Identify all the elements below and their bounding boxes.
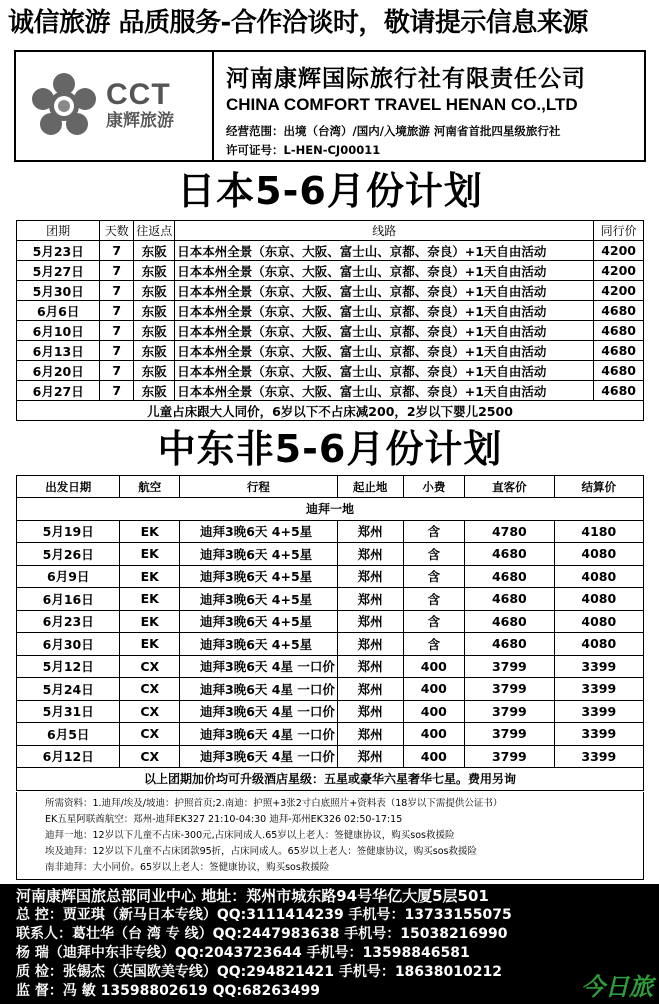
row-date: 6月12日 <box>17 745 120 768</box>
hotel-upgrade-note: 以上团期加价均可升级酒店星级：五星或豪华六星奢华七星。费用另询 <box>17 768 644 791</box>
header-retail-price: 直客价 <box>465 476 554 498</box>
row-itinerary: 迪拜3晚6天 4+5星 <box>180 520 338 543</box>
row-route: 日本本州全景（东京、大阪、富士山、京都、奈良）+1天自由活动 <box>175 301 594 321</box>
row-tip: 400 <box>403 745 465 768</box>
row-hub: 东阪 <box>134 321 175 341</box>
row-retail-price: 3799 <box>465 700 554 723</box>
table-row <box>17 588 644 611</box>
travel-notes <box>16 792 644 880</box>
south-africa-dubai-policy-note: 南非迪拜：大小同价。65岁以上老人：签健康协议，购买sos救援险 <box>45 862 330 873</box>
contact-line: 杨 瑞（迪拜中东非专线）QQ:2043723644 手机号：13598846581 <box>16 945 470 961</box>
row-date: 5月23日 <box>17 241 100 261</box>
company-name-cn: 河南康辉国际旅行社有限责任公司 <box>226 66 586 92</box>
row-net-price: 4080 <box>554 543 643 566</box>
table-row <box>17 321 644 341</box>
header-price: 同行价 <box>594 221 644 241</box>
row-origin: 郑州 <box>337 633 403 656</box>
table-row <box>17 520 644 543</box>
business-scope: 经营范围：出境（台湾）/国内/入境旅游 河南省首批四星级旅行社 <box>226 124 561 138</box>
table-row <box>17 341 644 361</box>
row-itinerary: 迪拜3晚6天 4星 一口价 <box>180 700 338 723</box>
row-days: 7 <box>100 341 134 361</box>
row-itinerary: 迪拜3晚6天 4星 一口价 <box>180 655 338 678</box>
header-net-price: 结算价 <box>554 476 643 498</box>
header-date: 团期 <box>17 221 100 241</box>
dubai-only-subheader: 迪拜一地 <box>17 498 644 521</box>
table-row <box>17 301 644 321</box>
row-hub: 东阪 <box>134 301 175 321</box>
row-net-price: 3399 <box>554 678 643 701</box>
row-tip: 400 <box>403 678 465 701</box>
watermark-logo: 今日旅 <box>581 973 653 1001</box>
row-origin: 郑州 <box>337 543 403 566</box>
row-itinerary: 迪拜3晚6天 4星 一口价 <box>180 723 338 746</box>
row-tip: 400 <box>403 723 465 746</box>
row-hub: 东阪 <box>134 261 175 281</box>
row-origin: 郑州 <box>337 723 403 746</box>
row-net-price: 4080 <box>554 633 643 656</box>
row-tip: 含 <box>403 610 465 633</box>
row-price: 4680 <box>594 321 644 341</box>
row-days: 7 <box>100 361 134 381</box>
row-tip: 含 <box>403 520 465 543</box>
row-date: 6月27日 <box>17 381 100 401</box>
row-net-price: 4080 <box>554 565 643 588</box>
mideast-schedule-table <box>16 475 644 791</box>
row-retail-price: 4680 <box>465 633 554 656</box>
row-origin: 郑州 <box>337 520 403 543</box>
header-origin: 起止地 <box>337 476 403 498</box>
row-date: 6月9日 <box>17 565 120 588</box>
row-net-price: 4180 <box>554 520 643 543</box>
row-tip: 400 <box>403 655 465 678</box>
mideast-plan-title: 中东非5-6月份计划 <box>157 427 503 471</box>
row-airline: EK <box>120 565 180 588</box>
row-origin: 郑州 <box>337 610 403 633</box>
table-row <box>17 700 644 723</box>
table-row <box>17 745 644 768</box>
row-hub: 东阪 <box>134 281 175 301</box>
row-retail-price: 4680 <box>465 588 554 611</box>
table-row <box>17 281 644 301</box>
row-itinerary: 迪拜3晚6天 4+5星 <box>180 565 338 588</box>
row-hub: 东阪 <box>134 341 175 361</box>
row-route: 日本本州全景（东京、大阪、富士山、京都、奈良）+1天自由活动 <box>175 361 594 381</box>
row-origin: 郑州 <box>337 700 403 723</box>
row-tip: 含 <box>403 565 465 588</box>
row-days: 7 <box>100 321 134 341</box>
row-date: 5月12日 <box>17 655 120 678</box>
row-days: 7 <box>100 281 134 301</box>
row-airline: CX <box>120 700 180 723</box>
row-airline: EK <box>120 543 180 566</box>
table-row <box>17 723 644 746</box>
japan-note-row <box>17 401 644 421</box>
row-route: 日本本州全景（东京、大阪、富士山、京都、奈良）+1天自由活动 <box>175 341 594 361</box>
row-itinerary: 迪拜3晚6天 4星 一口价 <box>180 745 338 768</box>
company-logo <box>16 52 214 160</box>
row-origin: 郑州 <box>337 588 403 611</box>
row-hub: 东阪 <box>134 241 175 261</box>
row-net-price: 4080 <box>554 610 643 633</box>
row-date: 5月27日 <box>17 261 100 281</box>
row-origin: 郑州 <box>337 565 403 588</box>
row-route: 日本本州全景（东京、大阪、富士山、京都、奈良）+1天自由活动 <box>175 381 594 401</box>
row-tip: 含 <box>403 543 465 566</box>
logo-cn-text: 康辉旅游 <box>106 111 174 131</box>
row-tip: 400 <box>403 700 465 723</box>
table-header-row <box>17 476 644 498</box>
contact-headline: 河南康辉国旅总部同业中心 地址：郑州市城东路94号华亿大厦5层501 <box>16 887 489 905</box>
promo-banner: 诚信旅游 品质服务-合作洽谈时，敬请提示信息来源 <box>0 0 659 46</box>
row-retail-price: 4680 <box>465 610 554 633</box>
row-price: 4200 <box>594 241 644 261</box>
row-route: 日本本州全景（东京、大阪、富士山、京都、奈良）+1天自由活动 <box>175 321 594 341</box>
header-itinerary: 行程 <box>180 476 338 498</box>
row-price: 4200 <box>594 261 644 281</box>
row-itinerary: 迪拜3晚6天 4+5星 <box>180 633 338 656</box>
row-net-price: 4080 <box>554 588 643 611</box>
row-days: 7 <box>100 261 134 281</box>
flight-info-note: EK五星阿联酋航空：郑州-迪拜EK327 21:10-04:30 迪拜-郑州EK326 02:50-17:15 <box>45 814 403 825</box>
row-days: 7 <box>100 301 134 321</box>
row-date: 6月6日 <box>17 301 100 321</box>
row-price: 4680 <box>594 381 644 401</box>
table-row <box>17 678 644 701</box>
row-date: 6月10日 <box>17 321 100 341</box>
row-date: 6月30日 <box>17 633 120 656</box>
company-name-en: CHINA COMFORT TRAVEL HENAN CO.,LTD <box>226 95 578 114</box>
contact-line: 联系人：葛壮华（台 湾 专 线）QQ:2447983638 手机号：15038216990 <box>16 926 508 942</box>
flower-logo-icon <box>28 70 100 142</box>
row-tip: 含 <box>403 633 465 656</box>
header-hub: 往返点 <box>134 221 175 241</box>
row-route: 日本本州全景（东京、大阪、富士山、京都、奈良）+1天自由活动 <box>175 241 594 261</box>
row-retail-price: 3799 <box>465 723 554 746</box>
row-date: 6月20日 <box>17 361 100 381</box>
contact-line: 总 控：贾亚琪（新马日本专线）QQ:3111414239 手机号：13733155075 <box>16 907 512 923</box>
row-net-price: 3399 <box>554 745 643 768</box>
row-price: 4200 <box>594 281 644 301</box>
row-origin: 郑州 <box>337 678 403 701</box>
table-row <box>17 241 644 261</box>
row-hub: 东阪 <box>134 381 175 401</box>
japan-schedule-table <box>16 220 644 421</box>
table-row <box>17 633 644 656</box>
contact-line: 监 督：冯 敏 13598802619 QQ:68263499 <box>16 983 320 999</box>
row-date: 5月30日 <box>17 281 100 301</box>
row-price: 4680 <box>594 361 644 381</box>
row-retail-price: 3799 <box>465 655 554 678</box>
row-retail-price: 3799 <box>465 678 554 701</box>
row-tip: 含 <box>403 588 465 611</box>
row-airline: EK <box>120 610 180 633</box>
row-date: 5月24日 <box>17 678 120 701</box>
row-date: 5月31日 <box>17 700 120 723</box>
row-net-price: 3399 <box>554 655 643 678</box>
row-airline: CX <box>120 723 180 746</box>
row-airline: EK <box>120 520 180 543</box>
row-airline: EK <box>120 588 180 611</box>
row-itinerary: 迪拜3晚6天 4+5星 <box>180 543 338 566</box>
row-route: 日本本州全景（东京、大阪、富士山、京都、奈良）+1天自由活动 <box>175 281 594 301</box>
table-row <box>17 543 644 566</box>
table-header-row <box>17 221 644 241</box>
row-retail-price: 4780 <box>465 520 554 543</box>
row-airline: CX <box>120 655 180 678</box>
dubai-policy-note: 迪拜一地：12岁以下儿童不占床-300元,占床同成人.65岁以上老人：签健康协议，购买sos救援险 <box>45 830 455 841</box>
row-origin: 郑州 <box>337 655 403 678</box>
row-origin: 郑州 <box>337 745 403 768</box>
header-days: 天数 <box>100 221 134 241</box>
row-route: 日本本州全景（东京、大阪、富士山、京都、奈良）+1天自由活动 <box>175 261 594 281</box>
row-itinerary: 迪拜3晚6天 4+5星 <box>180 610 338 633</box>
required-docs-note: 所需资料：1.迪拜/埃及/坡迪：护照首页;2.南迪：护照+3张2寸白底照片+资料表（18岁以下需提供公证书） <box>45 798 503 809</box>
header-route: 线路 <box>175 221 594 241</box>
header-depart-date: 出发日期 <box>17 476 120 498</box>
table-row <box>17 381 644 401</box>
row-days: 7 <box>100 241 134 261</box>
row-net-price: 3399 <box>554 723 643 746</box>
table-row <box>17 261 644 281</box>
logo-cct-text: CCT <box>106 78 171 111</box>
row-net-price: 3399 <box>554 700 643 723</box>
row-date: 5月19日 <box>17 520 120 543</box>
subheader-row <box>17 498 644 521</box>
row-retail-price: 4680 <box>465 565 554 588</box>
row-days: 7 <box>100 381 134 401</box>
row-retail-price: 4680 <box>465 543 554 566</box>
row-date: 6月23日 <box>17 610 120 633</box>
row-retail-price: 3799 <box>465 745 554 768</box>
row-date: 6月13日 <box>17 341 100 361</box>
license-number: 许可证号：L-HEN-CJ00011 <box>226 143 381 157</box>
table-row <box>17 655 644 678</box>
table-row <box>17 610 644 633</box>
row-hub: 东阪 <box>134 361 175 381</box>
header-airline: 航空 <box>120 476 180 498</box>
contact-line: 质 检：张锡杰（英国欧美专线）QQ:294821421 手机号：18638010212 <box>16 964 502 980</box>
row-price: 4680 <box>594 341 644 361</box>
row-price: 4680 <box>594 301 644 321</box>
row-date: 6月5日 <box>17 723 120 746</box>
row-airline: CX <box>120 678 180 701</box>
table-row <box>17 565 644 588</box>
row-itinerary: 迪拜3晚6天 4星 一口价 <box>180 678 338 701</box>
japan-plan-title: 日本5-6月份计划 <box>177 169 483 213</box>
japan-child-note: 儿童占床跟大人同价，6岁以下不占床减200，2岁以下婴儿2500 <box>17 401 644 421</box>
header-tip: 小费 <box>403 476 465 498</box>
row-airline: CX <box>120 745 180 768</box>
row-date: 6月16日 <box>17 588 120 611</box>
mideast-note-row <box>17 768 644 791</box>
egypt-dubai-policy-note: 埃及迪拜：12岁以下儿童不占床团款95折，占床同成人。65岁以上老人：签健康协议，购买sos救援险 <box>45 846 477 857</box>
table-row <box>17 361 644 381</box>
company-header <box>14 50 646 162</box>
row-itinerary: 迪拜3晚6天 4+5星 <box>180 588 338 611</box>
contact-footer <box>0 884 659 1004</box>
row-date: 5月26日 <box>17 543 120 566</box>
row-airline: EK <box>120 633 180 656</box>
